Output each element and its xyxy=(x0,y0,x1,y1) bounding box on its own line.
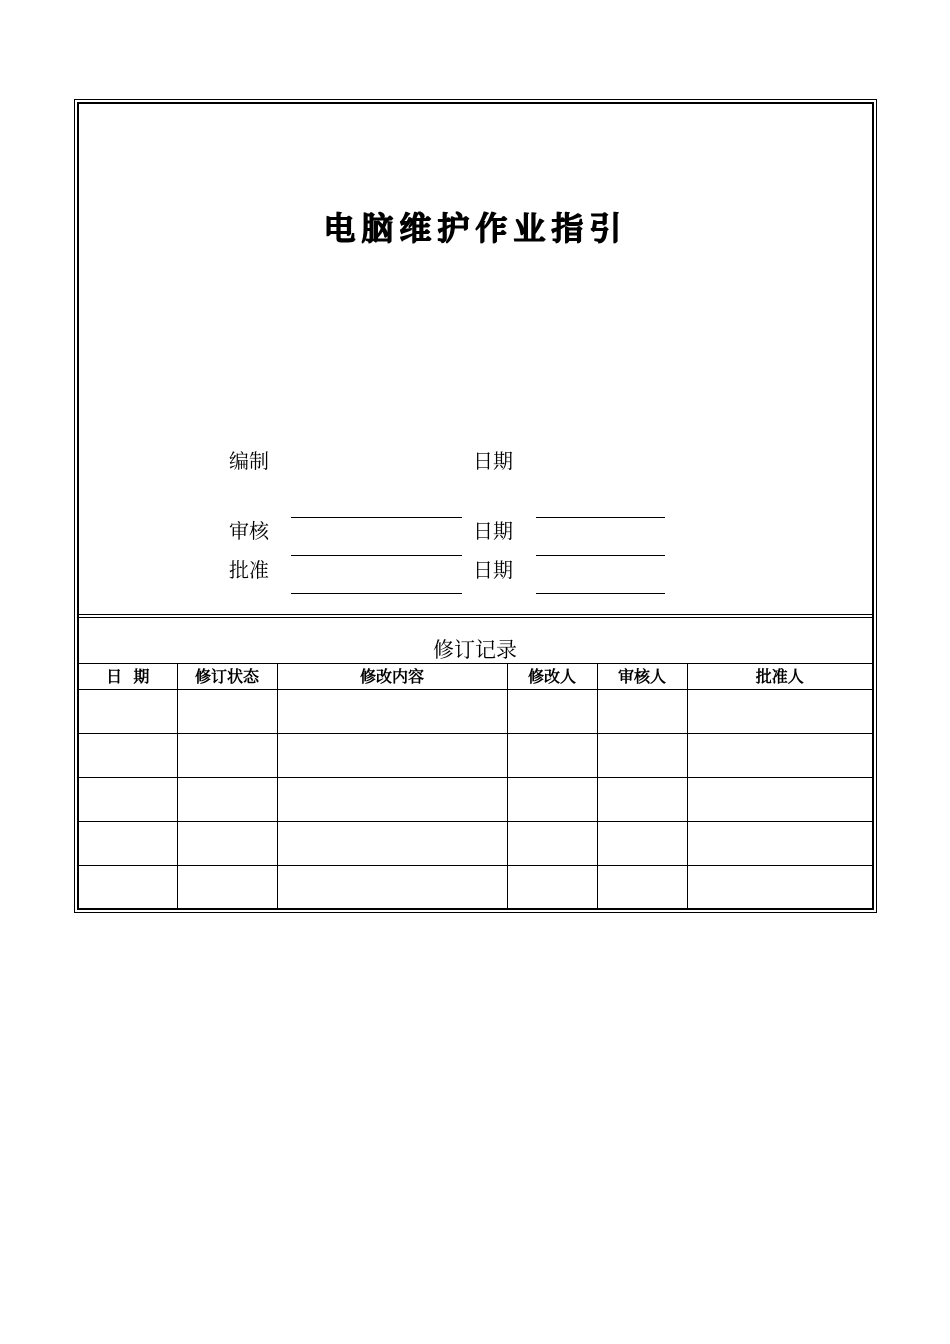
table-cell xyxy=(79,778,177,822)
table-cell xyxy=(507,866,597,910)
header-modified-by: 修改人 xyxy=(507,664,597,690)
table-cell xyxy=(79,822,177,866)
table-cell xyxy=(597,778,687,822)
header-revision-status: 修订状态 xyxy=(177,664,277,690)
revision-record-title: 修订记录 xyxy=(433,638,517,662)
table-cell xyxy=(507,822,597,866)
approved-signature-line xyxy=(291,593,462,594)
header-change-content: 修改内容 xyxy=(277,664,507,690)
table-cell xyxy=(597,866,687,910)
table-cell xyxy=(507,734,597,778)
table-cell xyxy=(687,822,872,866)
table-cell xyxy=(277,734,507,778)
section-divider xyxy=(79,614,872,615)
table-cell xyxy=(507,778,597,822)
table-cell xyxy=(79,866,177,910)
reviewed-label: 审核 xyxy=(229,519,269,543)
header-approved-by: 批准人 xyxy=(687,664,872,690)
reviewed-date-label: 日期 xyxy=(473,519,513,543)
table-row xyxy=(79,778,872,822)
table-row xyxy=(79,866,872,910)
table-cell xyxy=(277,690,507,734)
table-header-row xyxy=(79,664,872,690)
reviewed-signature-line xyxy=(291,555,462,556)
table-cell xyxy=(687,690,872,734)
approved-date-line xyxy=(536,593,665,594)
table-cell xyxy=(177,734,277,778)
prepared-label: 编制 xyxy=(229,449,269,473)
table-cell xyxy=(79,690,177,734)
revision-record-table xyxy=(79,663,872,909)
header-reviewed-by: 审核人 xyxy=(597,664,687,690)
table-cell xyxy=(507,690,597,734)
document-title: 电脑维护作业指引 xyxy=(322,209,627,247)
table-cell xyxy=(597,734,687,778)
table-cell xyxy=(687,778,872,822)
table-cell xyxy=(687,734,872,778)
table-cell xyxy=(277,822,507,866)
prepared-date-label: 日期 xyxy=(473,449,513,473)
table-cell xyxy=(277,866,507,910)
prepared-signature-line xyxy=(291,517,462,518)
table-row xyxy=(79,734,872,778)
table-row xyxy=(79,690,872,734)
table-cell xyxy=(597,690,687,734)
table-cell xyxy=(177,822,277,866)
table-cell xyxy=(687,866,872,910)
prepared-date-line xyxy=(536,517,665,518)
table-cell xyxy=(277,778,507,822)
approved-label: 批准 xyxy=(229,558,269,582)
table-row xyxy=(79,822,872,866)
table-cell xyxy=(177,866,277,910)
table-cell xyxy=(597,822,687,866)
header-date: 日 期 xyxy=(79,664,177,690)
table-cell xyxy=(79,734,177,778)
section-divider-double xyxy=(79,617,872,618)
approved-date-label: 日期 xyxy=(473,558,513,582)
table-cell xyxy=(177,778,277,822)
reviewed-date-line xyxy=(536,555,665,556)
table-cell xyxy=(177,690,277,734)
